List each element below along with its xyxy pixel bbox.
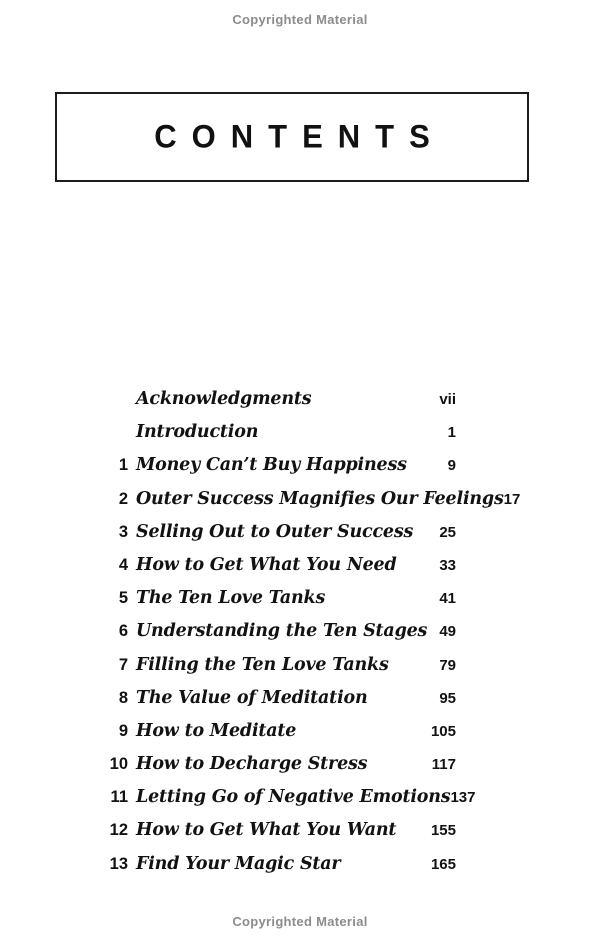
chapter-number: 7	[118, 655, 128, 674]
toc-entry	[90, 455, 456, 488]
chapter-title: How to Get What You Want	[136, 820, 397, 841]
chapter-title: How to Decharge Stress	[136, 754, 368, 775]
toc-entry	[90, 820, 456, 853]
chapter-title: The Value of Meditation	[136, 687, 368, 708]
chapter-number: 10	[109, 755, 128, 774]
page-number: 137	[450, 789, 476, 807]
chapter-title: Find Your Magic Star	[136, 853, 341, 874]
chapter-title: The Ten Love Tanks	[136, 588, 326, 609]
chapter-title: How to Get What You Need	[136, 554, 397, 575]
contents-title-box	[55, 92, 529, 182]
chapter-title: Money Can’t Buy Happiness	[136, 455, 407, 476]
table-of-contents	[90, 389, 521, 887]
page-number: 155	[430, 822, 456, 840]
chapter-number: 1	[118, 456, 128, 475]
toc-entry	[90, 522, 456, 555]
page-number: 95	[439, 689, 456, 707]
toc-entry	[90, 854, 456, 887]
page-number: 165	[430, 855, 456, 873]
chapter-title: Selling Out to Outer Success	[136, 521, 414, 542]
toc-entry	[90, 422, 456, 455]
chapter-title: Letting Go of Negative Emotions	[136, 787, 451, 808]
chapter-number: 12	[109, 821, 128, 840]
toc-entry	[90, 754, 456, 787]
toc-entry	[90, 655, 456, 688]
chapter-title: Filling the Ten Love Tanks	[136, 654, 389, 675]
toc-entry	[90, 688, 456, 721]
chapter-number: 11	[110, 788, 128, 807]
toc-entry	[90, 555, 456, 588]
chapter-title: Acknowledgments	[136, 389, 312, 409]
page-number: 1	[447, 424, 456, 442]
toc-entry	[90, 787, 476, 820]
copyright-notice-top: Copyrighted Material	[232, 12, 368, 27]
chapter-number: 13	[109, 854, 128, 873]
chapter-number: 9	[118, 721, 128, 740]
page-number: 49	[439, 623, 456, 641]
chapter-title: How to Meditate	[136, 720, 297, 741]
page-number: 33	[439, 556, 456, 574]
toc-entry	[90, 588, 456, 621]
toc-entry	[90, 389, 456, 422]
chapter-title: Introduction	[136, 422, 259, 443]
toc-entry	[90, 621, 456, 654]
page-title: CONTENTS	[154, 118, 445, 155]
page-number: 41	[439, 590, 456, 608]
chapter-number: 8	[118, 688, 128, 707]
chapter-number: 3	[118, 522, 128, 541]
chapter-number: 5	[118, 589, 128, 608]
page-number: vii	[439, 391, 456, 408]
chapter-number: 4	[118, 555, 128, 574]
toc-entry	[90, 721, 456, 754]
page-number: 79	[439, 656, 456, 674]
page-number: 105	[430, 722, 456, 740]
chapter-number: 2	[118, 489, 128, 508]
copyright-notice-bottom: Copyrighted Material	[232, 914, 368, 929]
chapter-number: 6	[118, 622, 128, 641]
page-number: 17	[503, 490, 521, 508]
toc-entry	[90, 488, 521, 522]
page-number: 25	[439, 523, 456, 541]
page-number: 9	[447, 457, 456, 475]
page-number: 117	[431, 756, 456, 774]
chapter-title: Outer Success Magnifies Our Feelings	[136, 488, 504, 509]
chapter-title: Understanding the Ten Stages	[136, 621, 428, 642]
